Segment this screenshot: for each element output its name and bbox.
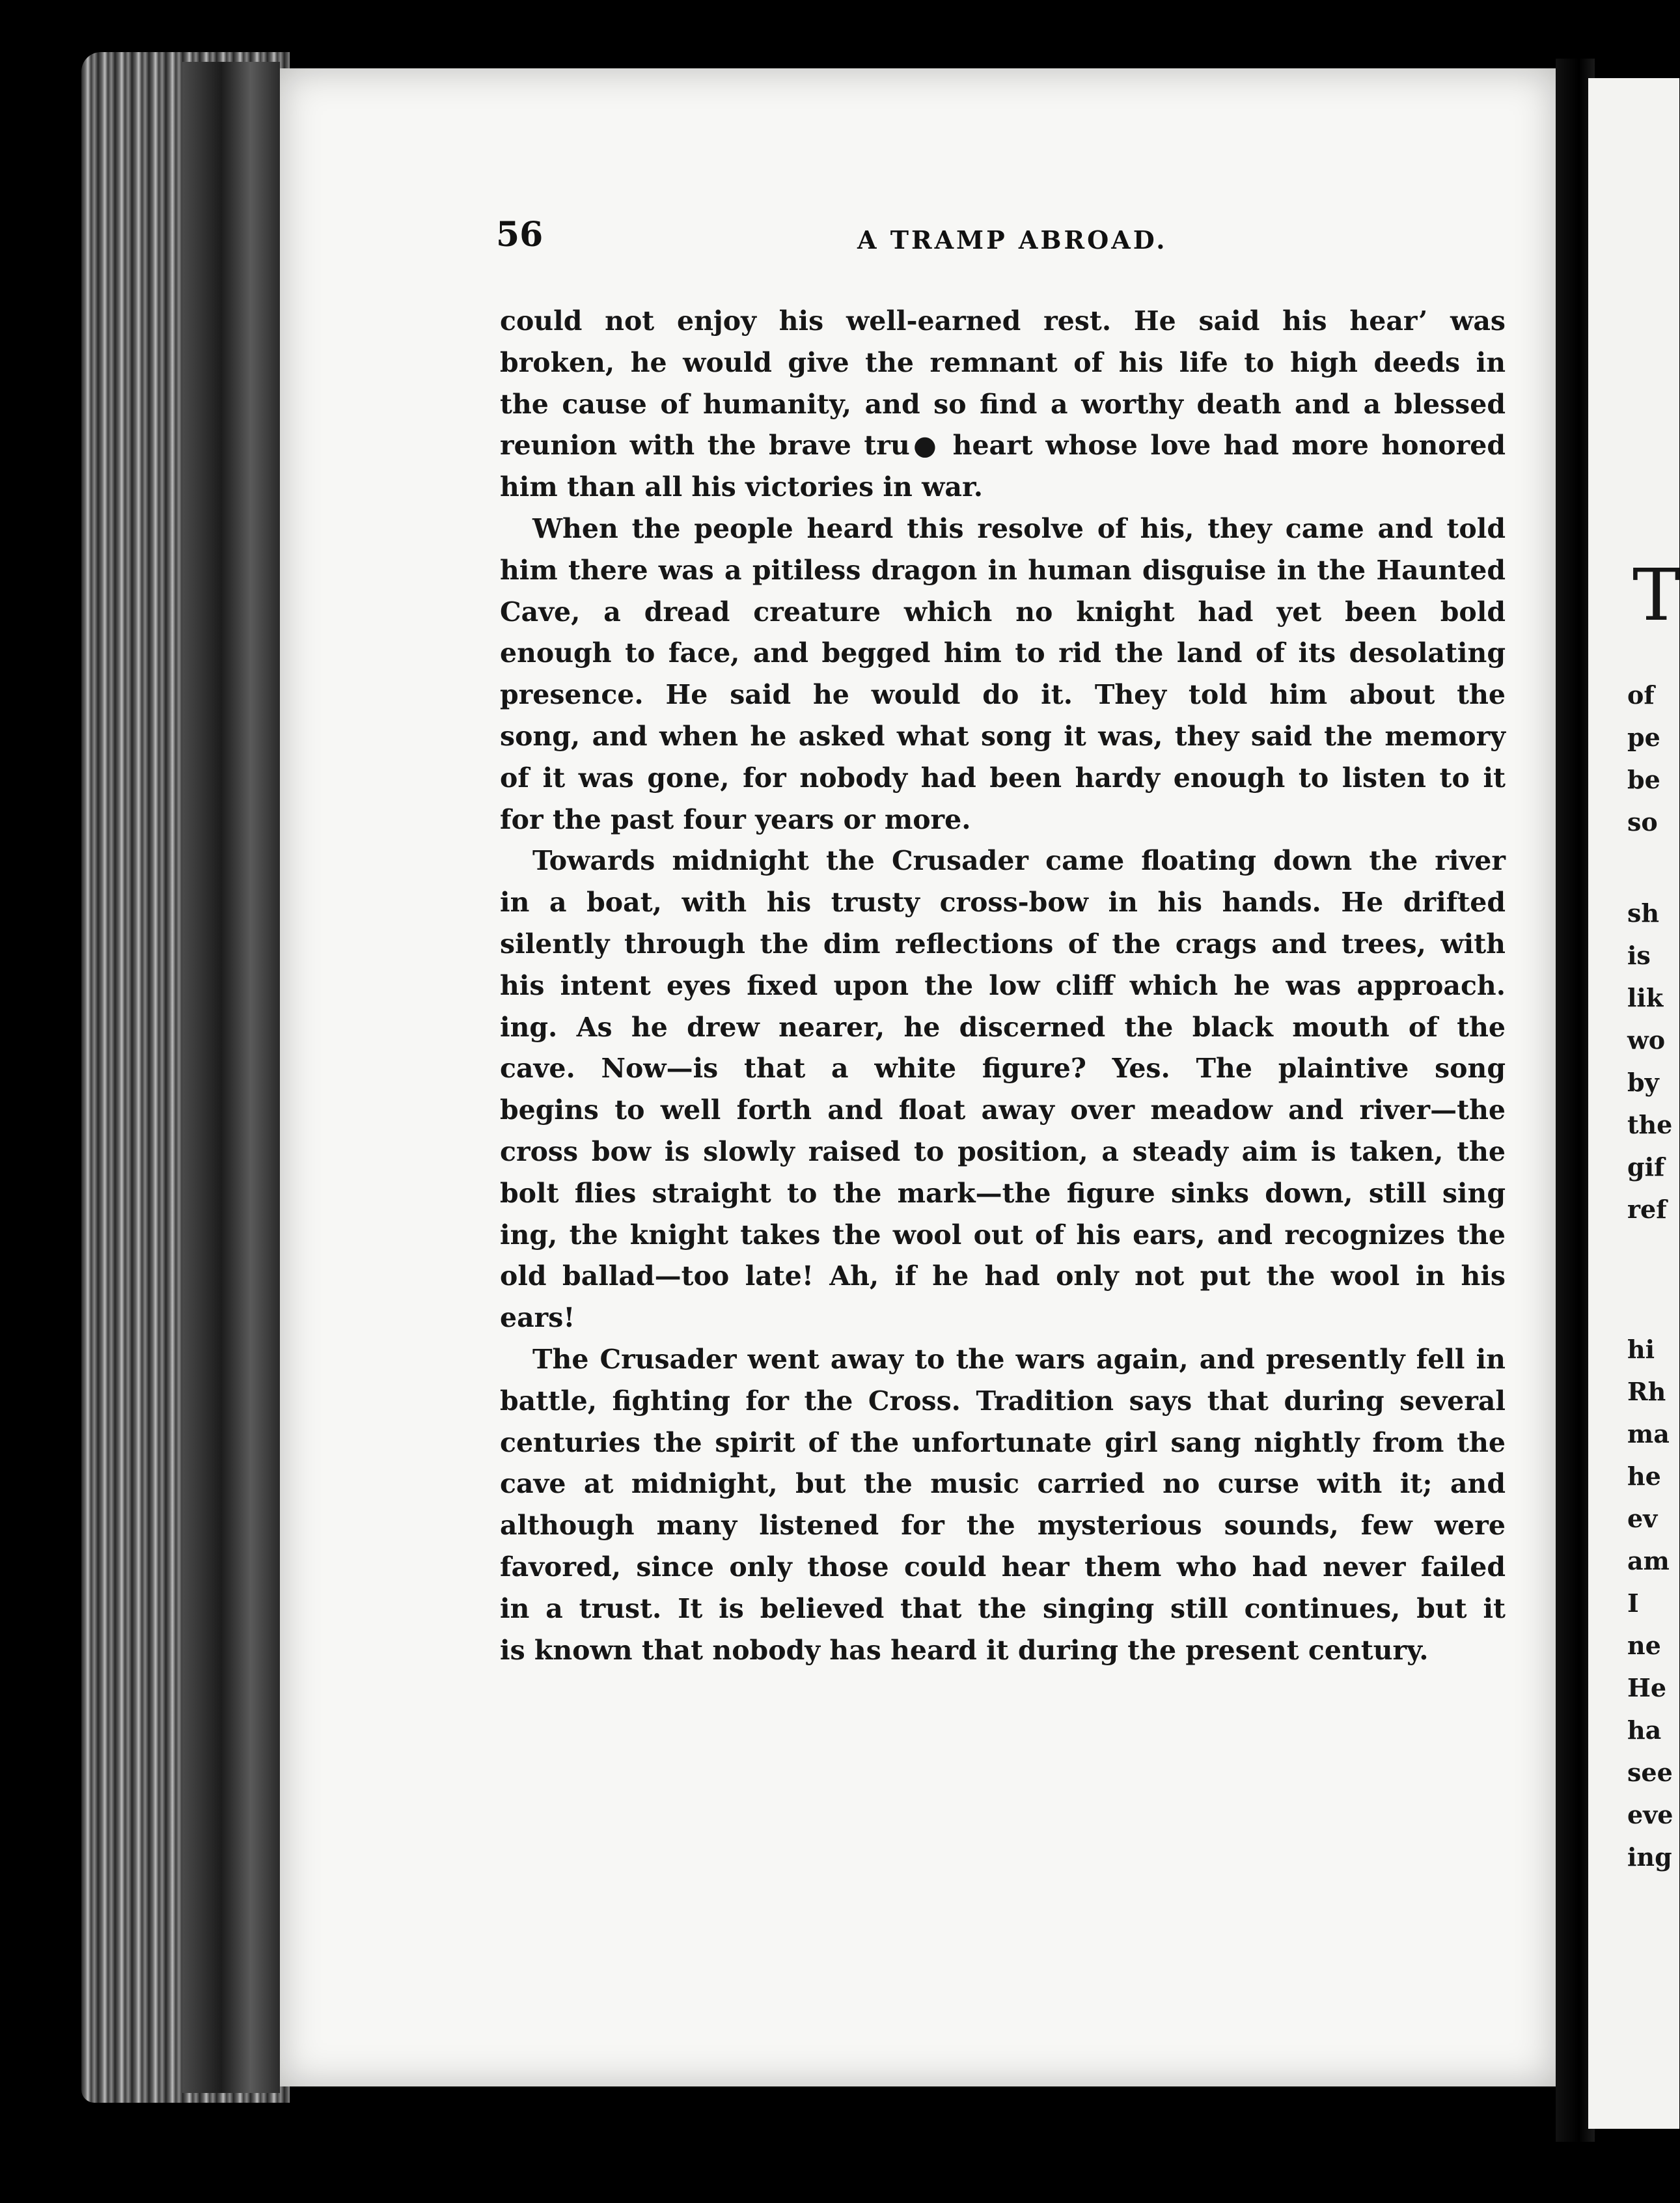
text-line: Cave, a dread creature which no knight had yet been bold xyxy=(500,596,1506,628)
right-page-fragment: ref xyxy=(1627,1195,1667,1224)
text-line: The Crusader went away to the wars again, and presently fell in xyxy=(532,1343,1506,1375)
right-page-fragment: gif xyxy=(1627,1152,1665,1182)
text-line: reunion with the brave tru● heart whose love had more honored xyxy=(500,430,1506,462)
text-line: centuries the spirit of the unfortunate girl sang nightly from the xyxy=(500,1426,1506,1458)
text-line: cross bow is slowly raised to position, a steady aim is taken, the xyxy=(500,1135,1506,1167)
text-line: battle, fighting for the Cross. Tradition says that during several xyxy=(500,1385,1506,1417)
text-line: in a boat, with his trusty cross-bow in his hands. He drifted xyxy=(500,887,1506,919)
text-line: although many listened for the mysterious sounds, few were xyxy=(500,1510,1506,1542)
right-page-fragment: by xyxy=(1627,1068,1659,1097)
text-line: the cause of humanity, and so find a worthy death and a blessed xyxy=(500,388,1506,420)
right-page-fragment: so xyxy=(1627,807,1658,837)
text-line: presence. He said he would do it. They told him about the xyxy=(500,679,1506,711)
right-page-fragment: ing xyxy=(1627,1842,1672,1872)
right-page-fragment: pe xyxy=(1627,723,1660,752)
right-page-fragment: ha xyxy=(1627,1715,1662,1745)
text-line: song, and when he asked what song it was, they said the memory xyxy=(500,720,1506,752)
text-line: could not enjoy his well-earned rest. He said his hear’ was xyxy=(500,305,1506,337)
text-line: broken, he would give the remnant of his life to high deeds in xyxy=(500,346,1506,378)
text-line: ing, the knight takes the wool out of his ears, and recognizes the xyxy=(500,1219,1506,1251)
text-line: him than all his victories in war. xyxy=(500,471,984,503)
right-page-fragment: hi xyxy=(1627,1335,1655,1364)
text-line: of it was gone, for nobody had been hardy enough to listen to it xyxy=(500,762,1506,794)
right-page-fragment: ne xyxy=(1627,1631,1661,1660)
text-line: him there was a pitiless dragon in human disguise in the Haunted xyxy=(500,554,1506,586)
text-line: favored, since only those could hear them who had never failed xyxy=(500,1551,1506,1583)
text-line: cave. Now—is that a white figure? Yes. The plaintive song xyxy=(500,1053,1506,1085)
right-page-fragment: is xyxy=(1627,941,1651,970)
text-line: ing. As he drew nearer, he discerned the black mouth of the xyxy=(500,1011,1506,1043)
right-page-fragment: Rh xyxy=(1627,1377,1666,1406)
text-line: old ballad—too late! Ah, if he had only not put the wool in his xyxy=(500,1260,1506,1292)
right-page-fragment: sh xyxy=(1627,898,1660,928)
text-line: is known that nobody has heard it during the present century. xyxy=(500,1634,1429,1666)
text-line: Towards midnight the Crusader came floating down the river xyxy=(532,845,1506,877)
right-page-fragment: He xyxy=(1627,1673,1667,1702)
page-number: 56 xyxy=(496,215,544,255)
text-line: for the past four years or more. xyxy=(500,803,971,835)
right-page-fragment: ev xyxy=(1627,1504,1658,1533)
text-line: begins to well forth and float away over meadow and river—the xyxy=(500,1094,1506,1126)
body-text xyxy=(500,301,1506,1671)
text-line: his intent eyes fixed upon the low cliff which he was approach. xyxy=(500,969,1506,1001)
right-page-fragment: the xyxy=(1627,1110,1673,1139)
text-line: When the people heard this resolve of his, they came and told xyxy=(532,512,1506,544)
text-line: in a trust. It is believed that the singing still continues, but it xyxy=(500,1592,1506,1624)
right-page-fragment: he xyxy=(1627,1462,1661,1491)
book-spine-shadow xyxy=(182,62,280,2093)
right-page-fragment: I xyxy=(1627,1588,1639,1618)
right-page-drop-cap: T xyxy=(1632,553,1680,637)
right-page-fragment: ma xyxy=(1627,1419,1670,1448)
text-line: bolt flies straight to the mark—the figure sinks down, still sing xyxy=(500,1177,1506,1209)
right-page-fragment: wo xyxy=(1627,1025,1666,1055)
text-line: ears! xyxy=(500,1302,575,1334)
right-page-fragment: see xyxy=(1627,1758,1673,1787)
running-head: A TRAMP ABROAD. xyxy=(857,225,1168,255)
text-line: silently through the dim reflections of the crags and trees, with xyxy=(500,928,1506,960)
right-page-fragment: lik xyxy=(1627,983,1664,1012)
text-line: cave at midnight, but the music carried no curse with it; and xyxy=(500,1468,1506,1500)
page-header xyxy=(496,215,1511,267)
right-page-fragment: be xyxy=(1627,765,1660,794)
right-page-fragment: of xyxy=(1627,680,1655,710)
right-page-fragment: am xyxy=(1627,1546,1670,1575)
right-page-fragment: eve xyxy=(1627,1800,1673,1829)
text-line: enough to face, and begged him to rid the land of its desolating xyxy=(500,637,1506,669)
